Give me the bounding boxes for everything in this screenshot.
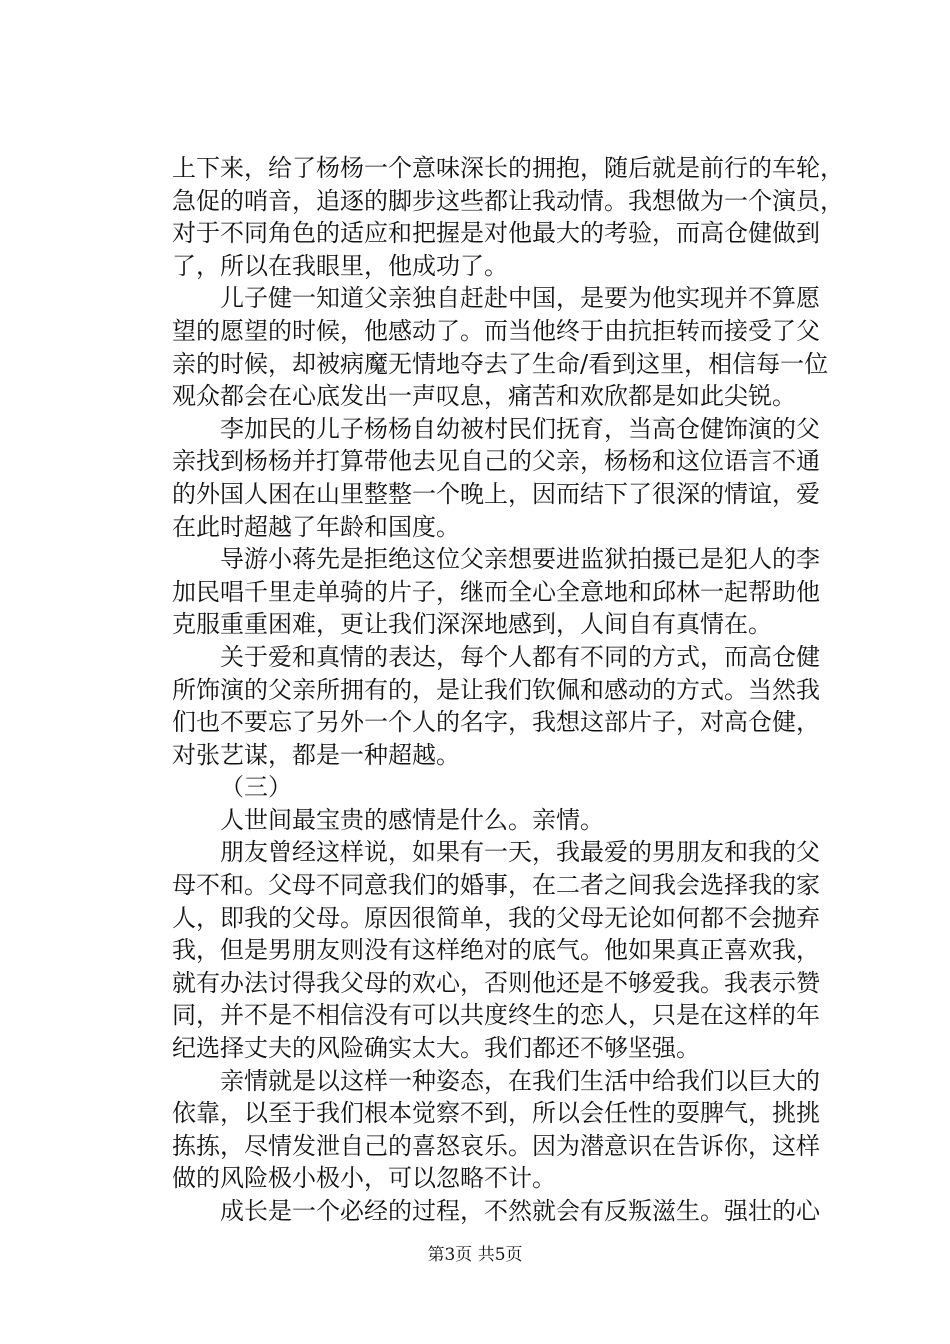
paragraph	[172, 641, 820, 771]
text-line: 对于不同角色的适应和把握是对他最大的考验，而高仓健做到	[172, 219, 820, 248]
text-line: 加民唱千里走单骑的片子，继而全心全意地和邱林一起帮助他	[172, 577, 820, 606]
paragraph	[172, 413, 820, 543]
document-body	[172, 152, 844, 1228]
text-line: 亲的时候，却被病魔无情地夺去了生命/看到这里，相信每一位	[172, 349, 829, 378]
text-line: 儿子健一知道父亲独自赶赴中国，是要为他实现并不算愿	[220, 284, 820, 313]
text-line: 上下来，给了杨杨一个意味深长的拥抱，随后就是前行的车轮，	[172, 154, 844, 182]
text-line: 对张艺谋，都是一种超越。	[172, 740, 460, 769]
text-line: 关于爱和真情的表达，每个人都有不同的方式，而高仓健	[220, 642, 820, 671]
text-line: 同，并不是不相信没有可以共度终生的恋人，只是在这样的年	[172, 1001, 820, 1030]
paragraph	[172, 836, 820, 1064]
text-line: 们也不要忘了另外一个人的名字，我想这部片子，对高仓健，	[172, 708, 820, 737]
text-line: 急促的哨音，追逐的脚步这些都让我动情。我想做为一个演员，	[172, 186, 844, 215]
paragraph	[172, 543, 820, 641]
page-number-footer: 第3页 共5页	[427, 1245, 523, 1265]
text-line: 导游小蒋先是拒绝这位父亲想要进监狱拍摄已是犯人的李	[220, 545, 820, 574]
text-line: 成长是一个必经的过程，不然就会有反叛滋生。强壮的心	[220, 1197, 820, 1225]
paragraph	[172, 152, 844, 282]
text-line: 在此时超越了年龄和国度。	[172, 512, 460, 541]
text-line: 李加民的儿子杨杨自幼被村民们抚育，当高仓健饰演的父	[220, 414, 820, 443]
text-line: 做的风险极小极小，可以忽略不计。	[172, 1164, 556, 1193]
text-line: 望的愿望的时候，他感动了。而当他终于由抗拒转而接受了父	[172, 316, 820, 345]
paragraph	[172, 771, 782, 804]
text-line: 朋友曾经这样说，如果有一天，我最爱的男朋友和我的父	[220, 838, 820, 867]
text-line: 亲找到杨杨并打算带他去见自己的父亲，杨杨和这位语言不通	[172, 447, 820, 476]
text-line: 母不和。父母不同意我们的婚事，在二者之间我会选择我的家	[172, 871, 820, 900]
text-line: 依靠，以至于我们根本觉察不到，所以会任性的耍脾气，挑挑	[172, 1099, 820, 1128]
text-line: 我，但是男朋友则没有这样绝对的底气。他如果真正喜欢我，	[172, 936, 820, 965]
text-line: 克服重重困难，更让我们深深地感到，人间自有真情在。	[172, 610, 772, 639]
text-line: 纪选择丈夫的风险确实太大。我们都还不够坚强。	[172, 1034, 700, 1063]
text-line: 的外国人困在山里整整一个晚上，因而结下了很深的情谊，爱	[172, 479, 820, 508]
text-line: 人，即我的父母。原因很简单，我的父母无论如何都不会抛弃	[172, 903, 820, 932]
text-line: 了，所以在我眼里，他成功了。	[172, 251, 508, 280]
paragraph	[172, 1065, 820, 1195]
text-line: 拣拣，尽情发泄自己的喜怒哀乐。因为潜意识在告诉你，这样	[172, 1131, 820, 1160]
text-line: （三）	[220, 773, 292, 802]
paragraph	[172, 804, 782, 837]
paragraph	[172, 282, 829, 412]
text-line: 观众都会在心底发出一声叹息，痛苦和欢欣都是如此尖锐。	[172, 382, 796, 411]
text-line: 就有办法讨得我父母的欢心，否则他还是不够爱我。我表示赞	[172, 968, 820, 997]
text-line: 所饰演的父亲所拥有的，是让我们钦佩和感动的方式。当然我	[172, 675, 820, 704]
text-line: 亲情就是以这样一种姿态，在我们生活中给我们以巨大的	[220, 1066, 820, 1095]
text-line: 人世间最宝贵的感情是什么。亲情。	[220, 805, 604, 834]
paragraph	[172, 1195, 820, 1228]
